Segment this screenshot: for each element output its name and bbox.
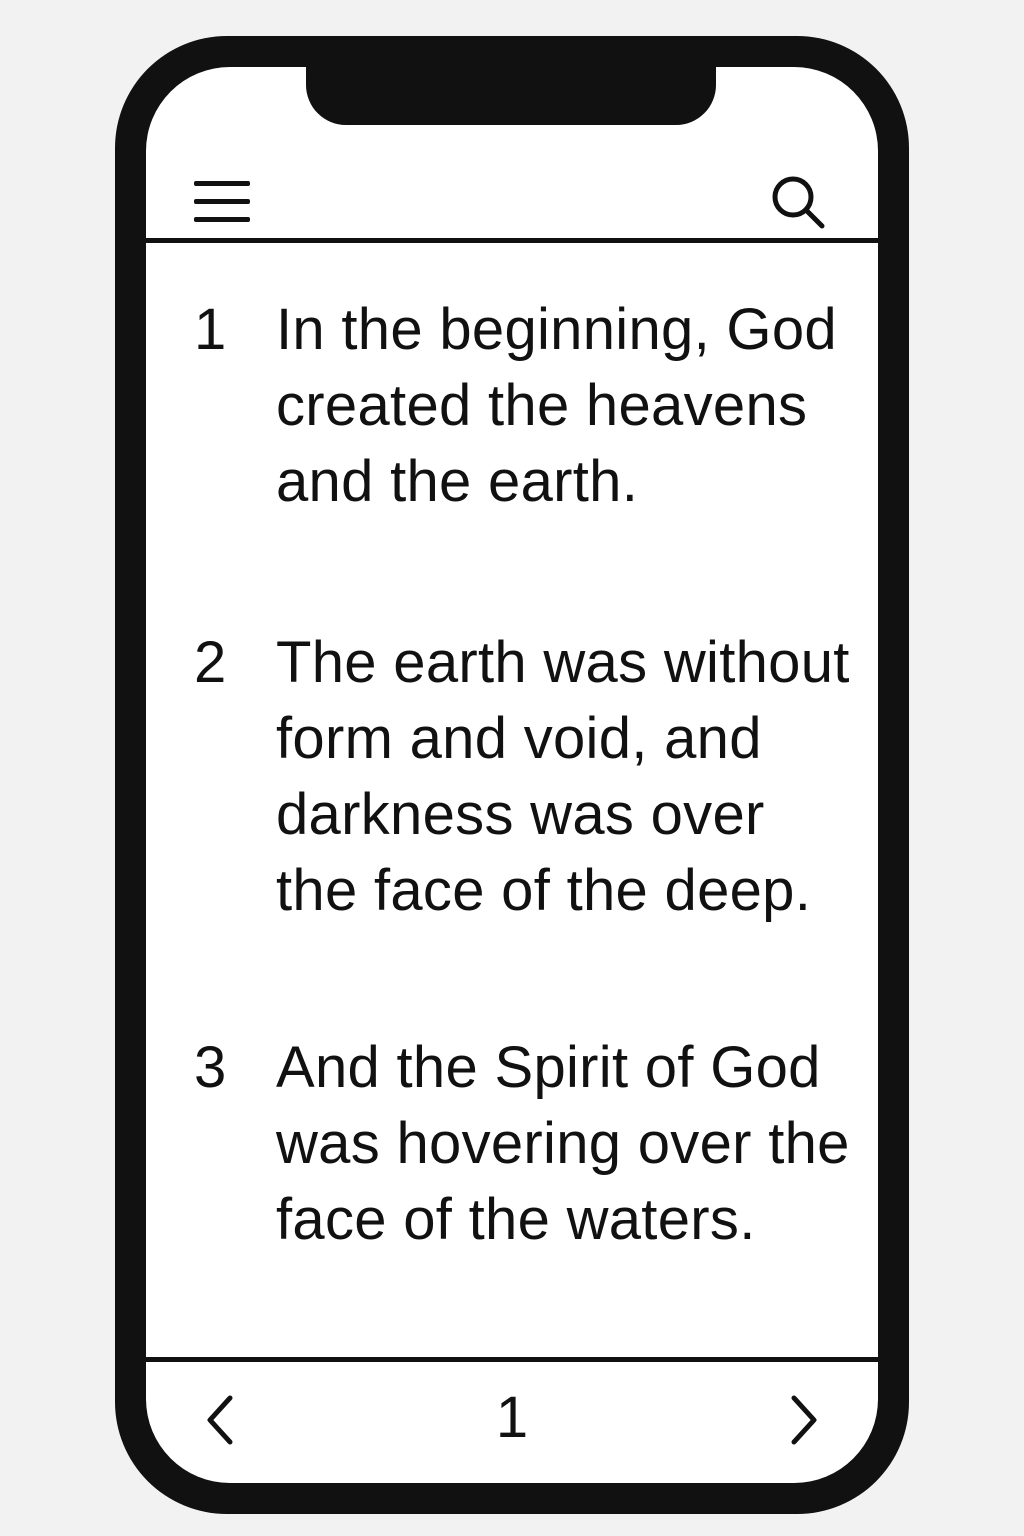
verse-number: 2: [194, 630, 227, 695]
chevron-right-icon: [776, 1388, 832, 1452]
phone-screen: [146, 67, 878, 1483]
verse-item: [194, 292, 854, 520]
chevron-left-icon: [192, 1388, 248, 1452]
verse-item: [194, 625, 854, 929]
hamburger-menu-icon-line: [194, 199, 250, 204]
hamburger-menu-icon-line: [194, 217, 250, 222]
verse-text: And the Spirit of God was hovering over the face of the waters.: [276, 1035, 850, 1252]
current-page-number: 1: [495, 1385, 529, 1450]
top-app-bar: [146, 67, 878, 243]
phone-frame: [115, 36, 909, 1514]
bottom-pagination-bar: [146, 1357, 878, 1483]
previous-page-button[interactable]: [192, 1388, 248, 1452]
search-icon: [768, 172, 828, 232]
verse-number: 3: [194, 1035, 227, 1100]
menu-button[interactable]: [192, 177, 252, 227]
verse-item: [194, 1030, 854, 1258]
hamburger-menu-icon-line: [194, 181, 250, 186]
verse-text: In the beginning, God created the heavens and the earth.: [276, 297, 837, 514]
verse-text: The earth was without form and void, and darkness was over the face of the deep.: [276, 630, 850, 923]
next-page-button[interactable]: [776, 1388, 832, 1452]
search-button[interactable]: [768, 172, 828, 232]
verse-number: 1: [194, 297, 227, 362]
scripture-content: [146, 243, 878, 1357]
